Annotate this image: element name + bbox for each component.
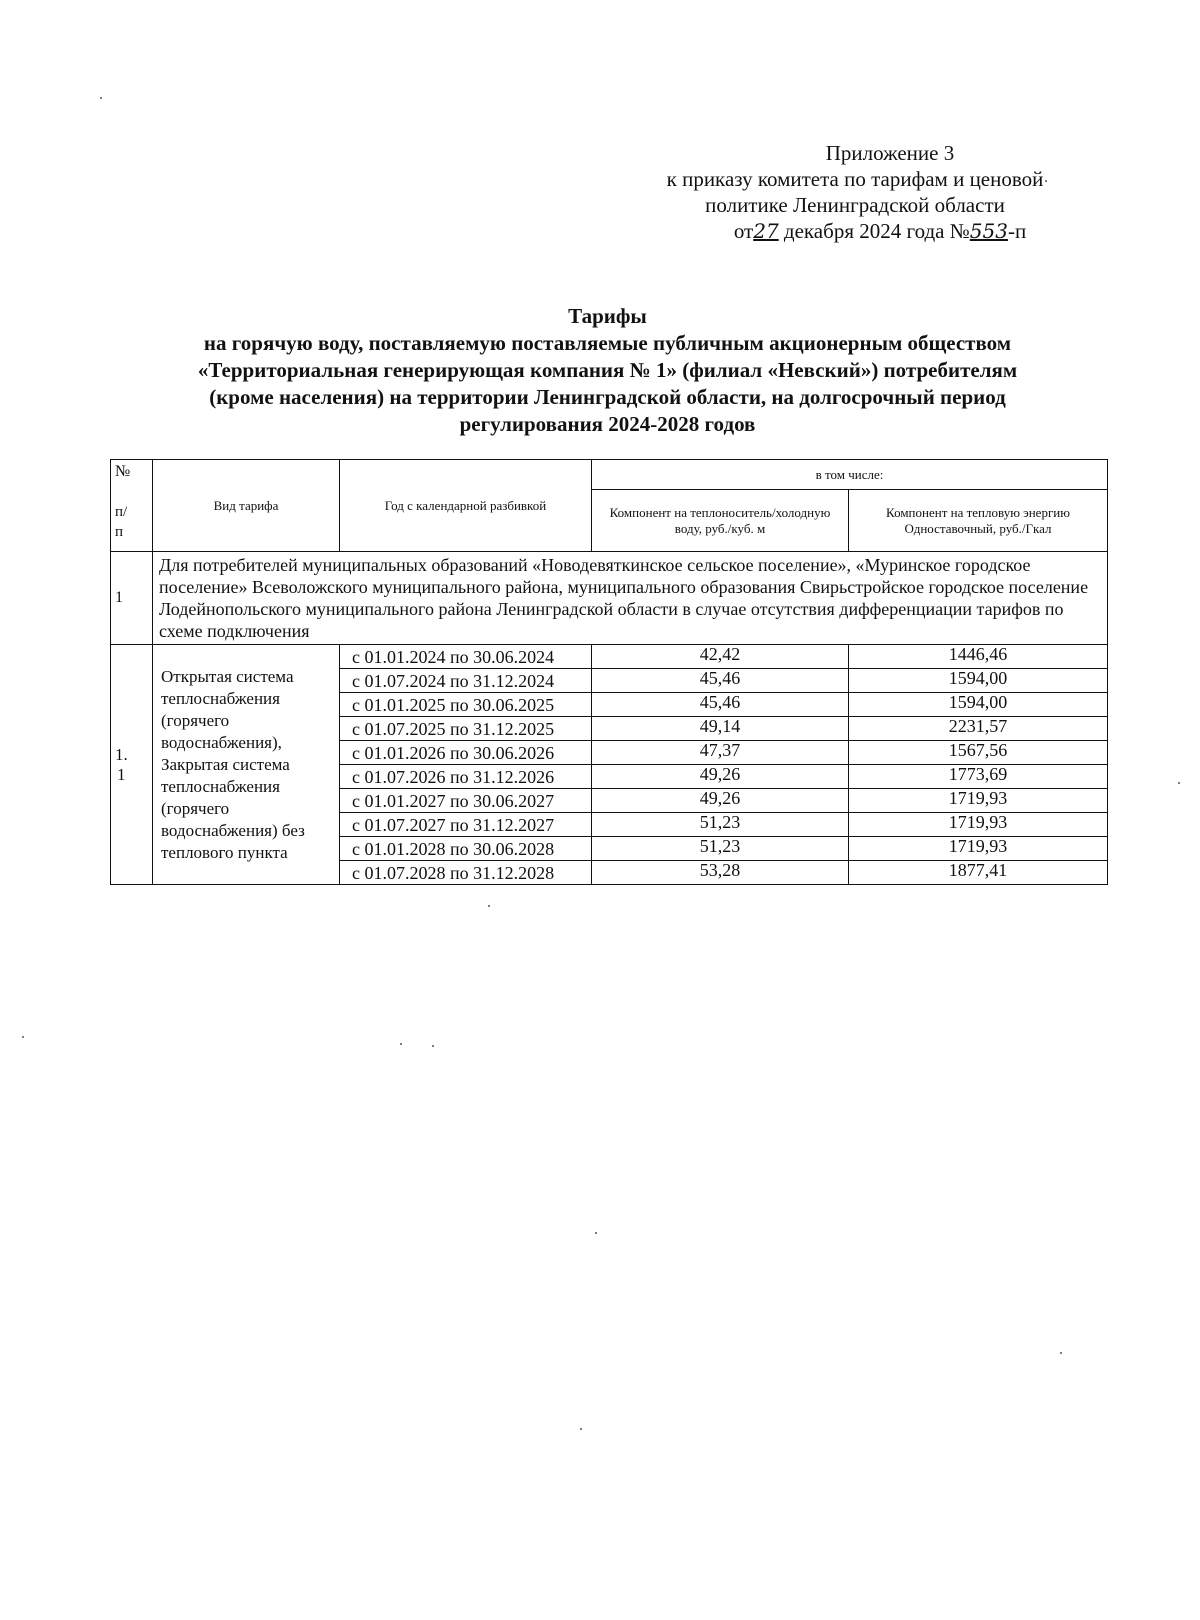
date-suffix: -п (1007, 219, 1027, 243)
period-cell: с 01.07.2024 по 31.12.2024 (340, 669, 592, 693)
header-year: Год с календарной разбивкой (340, 460, 592, 552)
title-line-1: на горячую воду, поставляемую поставляемые публичным акционерным обществом (203, 331, 1012, 355)
header-tariff-type: Вид тарифа (153, 460, 340, 552)
title-line-3: (кроме населения) на территории Ленинградской области, на долгосрочный период (209, 385, 1006, 409)
subgroup-number-line2: 1 (117, 764, 126, 784)
heat-component-cell: 1446,46 (849, 645, 1108, 669)
table-row (111, 645, 1108, 669)
water-component-cell: 51,23 (592, 837, 849, 861)
period-cell: с 01.07.2026 по 31.12.2026 (340, 765, 592, 789)
period-cell: с 01.01.2026 по 30.06.2026 (340, 741, 592, 765)
header-including: в том числе: (592, 460, 1108, 490)
heat-component-cell: 1877,41 (849, 861, 1108, 885)
water-component-cell: 47,37 (592, 741, 849, 765)
heat-component-cell: 1773,69 (849, 765, 1108, 789)
period-cell: с 01.01.2028 по 30.06.2028 (340, 837, 592, 861)
water-component-cell: 42,42 (592, 645, 849, 669)
appendix-header (600, 140, 1110, 244)
heat-component-cell: 1719,93 (849, 837, 1108, 861)
subgroup-number (111, 645, 153, 885)
heat-component-cell: 1719,93 (849, 813, 1108, 837)
heat-component-cell: 1594,00 (849, 693, 1108, 717)
title-heading: Тарифы (568, 304, 647, 328)
header-number-line1: № (115, 463, 131, 480)
header-number-line2: п/ (115, 504, 128, 520)
water-component-cell: 53,28 (592, 861, 849, 885)
appendix-committee-line: политике Ленинградской области (705, 193, 1005, 217)
period-cell: с 01.07.2025 по 31.12.2025 (340, 717, 592, 741)
period-cell: с 01.01.2024 по 30.06.2024 (340, 645, 592, 669)
period-cell: с 01.07.2028 по 31.12.2028 (340, 861, 592, 885)
document-title (110, 303, 1105, 438)
date-prefix: от (733, 219, 754, 243)
tariff-rows (111, 645, 1108, 885)
appendix-date-line (600, 218, 1110, 244)
title-line-4: регулирования 2024-2028 годов (459, 412, 756, 436)
title-line-2: «Территориальная генерирующая компания № 1» (филиал «Невский») потребителям (197, 358, 1018, 382)
water-component-cell: 49,14 (592, 717, 849, 741)
tariff-table (110, 459, 1108, 885)
water-component-cell: 51,23 (592, 813, 849, 837)
period-cell: с 01.01.2027 по 30.06.2027 (340, 789, 592, 813)
header-component-heat: Компонент на тепловую энергию Одноставочный, руб./Гкал (849, 490, 1108, 552)
date-middle: декабря 2024 года № (778, 219, 970, 243)
water-component-cell: 45,46 (592, 669, 849, 693)
appendix-number: Приложение 3 (825, 141, 955, 165)
water-component-cell: 49,26 (592, 765, 849, 789)
group-description: Для потребителей муниципальных образований «Новодевяткинское сельское поселение», «Муринское городское поселение» Всеволожского муниципального района, муниципального образования Свирьстройское городское поселение Лодейнопольского муниципального района Ленинградской области в случае отсутствия дифференциации тарифов по схеме подключения (153, 552, 1108, 645)
period-cell: с 01.01.2025 по 30.06.2025 (340, 693, 592, 717)
header-number (111, 460, 153, 552)
water-component-cell: 45,46 (592, 693, 849, 717)
handwritten-order-number: 553 (969, 219, 1008, 243)
period-cell: с 01.07.2027 по 31.12.2027 (340, 813, 592, 837)
subgroup-tariff-type: Открытая система теплоснабжения (горячего водоснабжения), Закрытая система теплоснабжения (горячего водоснабжения) без теплового пункта (153, 645, 340, 885)
header-number-line3: п (115, 524, 124, 540)
subgroup-number-line1: 1. (115, 744, 128, 764)
header-component-water: Компонент на теплоноситель/холодную воду, руб./куб. м (592, 490, 849, 552)
heat-component-cell: 1567,56 (849, 741, 1108, 765)
appendix-order-line: к приказу комитета по тарифам и ценовой (666, 167, 1044, 191)
water-component-cell: 49,26 (592, 789, 849, 813)
group-number: 1 (111, 552, 153, 645)
handwritten-day: 27 (753, 219, 779, 243)
heat-component-cell: 1594,00 (849, 669, 1108, 693)
heat-component-cell: 2231,57 (849, 717, 1108, 741)
heat-component-cell: 1719,93 (849, 789, 1108, 813)
